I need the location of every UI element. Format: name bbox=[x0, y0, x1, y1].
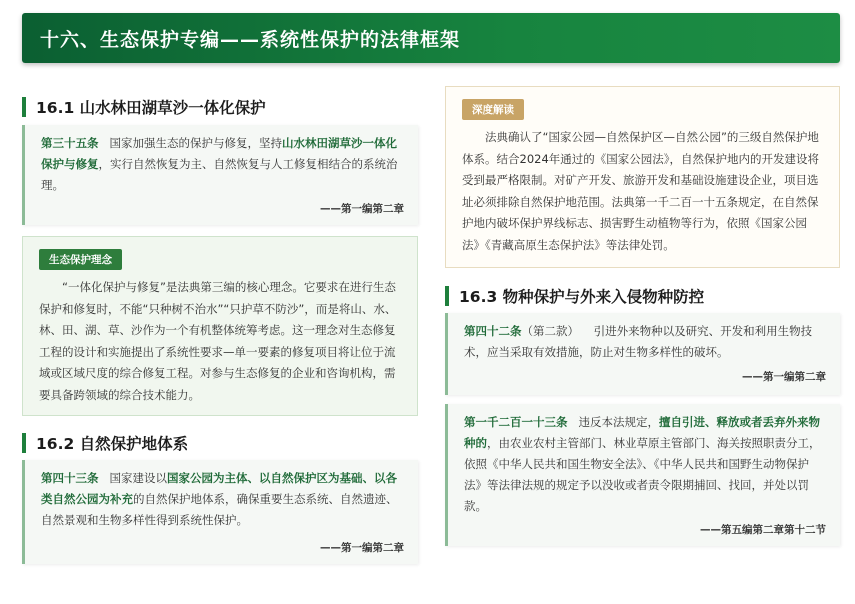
article-43-card bbox=[22, 460, 418, 564]
article-43-text: 第四十三条 国家建设以国家公园为主体、以自然保护区为基础、以各类自然公园为补充的自然保护地体系，确保重要生态系统、自然遗迹、自然景观和生物多样性得到系统性保护。 bbox=[41, 471, 398, 527]
article-35-card bbox=[22, 125, 418, 225]
article-source: ——第一编第二章 bbox=[742, 371, 826, 383]
title-accent-bar bbox=[22, 433, 26, 453]
concept-box bbox=[22, 236, 418, 416]
title-accent-bar bbox=[445, 286, 449, 306]
article-42-card bbox=[445, 313, 840, 395]
article-1213-text: 第一千二百一十三条 违反本法规定，擅自引进、释放或者丢弃外来物种的，由农业农村主管部门、林业草原主管部门、海关按照职责分工，依照《中华人民共和国生物安全法》、《中华人民共和国野生动物保护法》等法律法规的规定予以没收或者责令限期捕回、找回，并处以罚款。 bbox=[464, 415, 821, 513]
section-16-2-title: 16.2 自然保护地体系 bbox=[22, 432, 188, 454]
deep-reading-text: 法典确认了“国家公园—自然保护区—自然公园”的三级自然保护地体系。结合2024年通过的《国家公园法》，自然保护地内的开发建设将受到最严格限制。对矿产开发、旅游开发和基础设施建设企业，项目选址必须排除自然保护地范围。法典第一千二百一十五条规定，在自然保护地内破坏保护界线标志、损害野生动植物等行为，依照《国家公园法》《青藏高原生态保护法》等法律处罚。 bbox=[462, 130, 820, 252]
page-header bbox=[22, 13, 840, 63]
article-source: ——第一编第二章 bbox=[320, 542, 404, 554]
article-1213-card bbox=[445, 404, 840, 546]
concept-badge: 生态保护理念 bbox=[39, 249, 122, 270]
title-accent-bar bbox=[22, 97, 26, 117]
deep-reading-box bbox=[445, 86, 840, 268]
section-16-3-title: 16.3 物种保护与外来入侵物种防控 bbox=[445, 285, 704, 307]
page-title: 十六、生态保护专编——系统性保护的法律框架 bbox=[40, 28, 461, 51]
article-35-text: 第三十五条 国家加强生态的保护与修复，坚持山水林田湖草沙一体化保护与修复，实行自然恢复为主、自然恢复与人工修复相结合的系统治理。 bbox=[41, 136, 398, 192]
section-16-1-title: 16.1 山水林田湖草沙一体化保护 bbox=[22, 96, 266, 118]
article-source: ——第一编第二章 bbox=[320, 203, 404, 215]
concept-text: “一体化保护与修复”是法典第三编的核心理念。它要求在进行生态保护和修复时，不能“只种树不治水”“只护草不防沙”，而是将山、水、林、田、湖、草、沙作为一个有机整体统筹考虑。这一理念对生态修复工程的设计和实施提出了系统性要求—单一要素的修复项目将让位于流域或区域尺度的综合修复工程。对参与生态修复的企业和咨询机构，需要具备跨领域的综合技术能力。 bbox=[39, 280, 397, 402]
article-source: ——第五编第二章第十二节 bbox=[700, 524, 826, 536]
deep-reading-badge: 深度解读 bbox=[462, 99, 524, 120]
article-42-text: 第四十二条（第二款） 引进外来物种以及研究、开发和利用生物技术，应当采取有效措施，防止对生物多样性的破坏。 bbox=[464, 324, 813, 359]
